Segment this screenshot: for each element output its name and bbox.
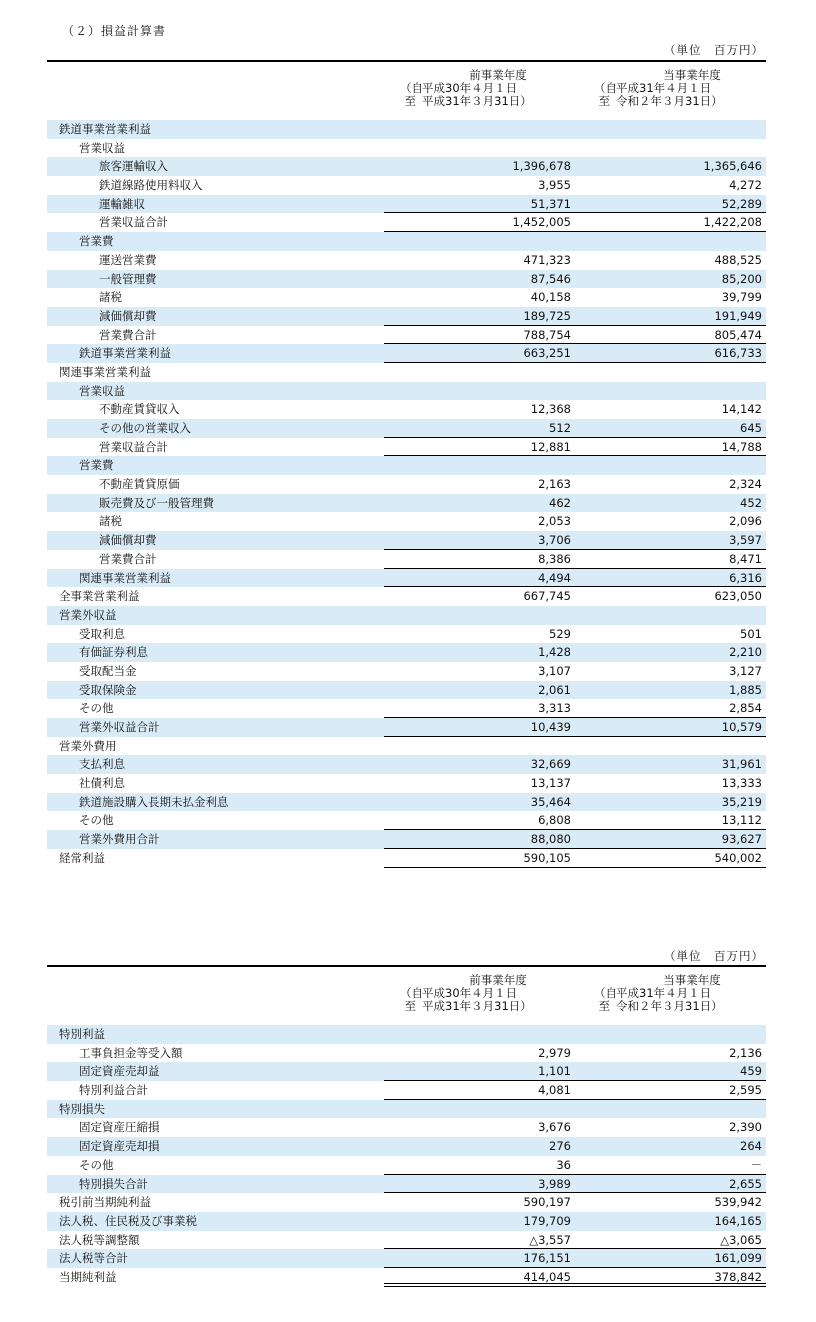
table-row <box>47 232 766 251</box>
curr-year-value: 2,655 <box>729 1176 762 1191</box>
table-row <box>47 382 766 401</box>
table-row <box>47 606 766 625</box>
prev-year-value: 3,313 <box>538 701 571 716</box>
curr-year-value: 2,136 <box>729 1045 762 1060</box>
table-row <box>47 718 766 737</box>
table-row <box>47 139 766 158</box>
table-row <box>47 830 766 849</box>
prev-year-value: 1,428 <box>538 645 571 660</box>
row-label: 特別利益合計 <box>79 1083 148 1098</box>
row-label: 受取利息 <box>79 626 125 641</box>
table-row <box>47 1231 766 1250</box>
row-label: 受取配当金 <box>79 663 137 678</box>
table-row <box>47 625 766 644</box>
prev-year-value: 529 <box>549 626 571 641</box>
prev-year-value: 179,709 <box>523 1213 571 1228</box>
prev-year-value: 6,808 <box>538 813 571 828</box>
table-row <box>47 456 766 475</box>
table-row <box>47 1044 766 1063</box>
unit-label: （単位 百万円） <box>664 43 764 57</box>
row-label: 営業収益合計 <box>99 439 168 454</box>
row-label: 営業外費用合計 <box>79 832 160 847</box>
curr-year-value: 540,002 <box>714 850 762 865</box>
prev-period-title: 前事業年度 <box>469 973 527 987</box>
table-row <box>47 195 766 214</box>
curr-year-value: 14,142 <box>721 402 762 417</box>
curr-year-value: 623,050 <box>714 589 762 604</box>
prev-year-value: 3,676 <box>538 1120 571 1135</box>
row-label: 運送営業費 <box>99 252 157 267</box>
table-row <box>47 251 766 270</box>
table-row <box>47 1175 766 1194</box>
prev-year-value: 36 <box>556 1157 571 1172</box>
curr-year-value: 13,333 <box>721 776 762 791</box>
row-label: 不動産賃貸収入 <box>99 402 180 417</box>
prev-year-value: 51,371 <box>530 196 571 211</box>
prev-to-date: 平成31年３月31日） <box>422 94 532 108</box>
curr-year-value: 2,595 <box>729 1083 762 1098</box>
prev-year-value: 1,452,005 <box>512 215 571 230</box>
prev-year-value: 10,439 <box>530 720 571 734</box>
table-header <box>47 60 766 120</box>
income-statement-table-1 <box>47 60 766 868</box>
table-row <box>47 176 766 195</box>
curr-year-value: 93,627 <box>721 832 762 847</box>
row-label: 税引前当期純利益 <box>59 1195 151 1210</box>
row-label: 法人税等調整額 <box>59 1232 140 1247</box>
curr-year-value: 191,949 <box>714 308 762 323</box>
prev-period-header <box>400 69 570 108</box>
curr-year-value: 264 <box>740 1139 762 1154</box>
curr-year-value: 10,579 <box>721 720 762 734</box>
curr-year-value: 2,096 <box>729 514 762 529</box>
prev-year-value: 32,669 <box>530 757 571 772</box>
prev-year-value: 2,163 <box>538 477 571 492</box>
table-row <box>47 363 766 382</box>
row-label: 一般管理費 <box>99 271 157 286</box>
table-body <box>47 120 766 868</box>
table-row <box>47 1137 766 1156</box>
table-row <box>47 400 766 419</box>
curr-year-value: 164,165 <box>714 1213 762 1228</box>
prev-year-value: 12,368 <box>530 402 571 417</box>
table-row <box>47 326 766 345</box>
table-row <box>47 307 766 326</box>
table-row <box>47 587 766 606</box>
curr-year-value: 2,324 <box>729 477 762 492</box>
curr-year-value: 39,799 <box>721 290 762 305</box>
table-row <box>47 288 766 307</box>
curr-year-value: 488,525 <box>714 252 762 267</box>
to-bracket: 至 <box>598 999 610 1013</box>
curr-from-date: 平成31年４月１日 <box>616 81 712 95</box>
prev-year-value: 2,061 <box>538 682 571 697</box>
row-label: 営業費合計 <box>99 327 157 342</box>
row-label: 工事負担金等受入額 <box>79 1045 183 1060</box>
row-label: その他 <box>79 813 114 828</box>
row-label: 減価償却費 <box>99 308 157 323</box>
row-label: 営業費 <box>79 234 114 249</box>
curr-year-value: 52,289 <box>721 196 762 211</box>
curr-year-value: 3,127 <box>729 663 762 678</box>
prev-year-value: 3,989 <box>538 1176 571 1191</box>
prev-year-value: 2,053 <box>538 514 571 529</box>
prev-year-value: 40,158 <box>530 290 571 305</box>
curr-year-value: 8,471 <box>729 551 762 566</box>
table-row <box>47 643 766 662</box>
row-label: 当期純利益 <box>59 1269 117 1284</box>
row-label: 関連事業営業利益 <box>59 364 151 379</box>
curr-period-title: 当事業年度 <box>663 68 721 82</box>
row-label: 支払利息 <box>79 757 125 772</box>
prev-to-date: 平成31年３月31日） <box>422 999 532 1013</box>
prev-year-value: 462 <box>549 495 571 510</box>
curr-year-value: 616,733 <box>714 346 762 361</box>
curr-year-value: 1,365,646 <box>703 159 762 174</box>
statement-title: （２）損益計算書 <box>62 24 167 38</box>
row-label: 諸税 <box>99 290 122 305</box>
curr-year-value: 2,854 <box>729 701 762 716</box>
table-row <box>47 475 766 494</box>
row-label: 運輸雑収 <box>99 196 145 211</box>
table-row <box>47 438 766 457</box>
table-row <box>47 531 766 550</box>
curr-year-value: 4,272 <box>729 178 762 193</box>
prev-year-value: 35,464 <box>530 794 571 809</box>
to-bracket: 至 <box>404 999 416 1013</box>
prev-period-title: 前事業年度 <box>469 68 527 82</box>
table-row <box>47 1212 766 1231</box>
prev-year-value: 176,151 <box>523 1251 571 1266</box>
curr-to-date: 令和２年３月31日） <box>616 94 723 108</box>
row-label: 固定資産圧縮損 <box>79 1120 160 1135</box>
table-header <box>47 965 766 1025</box>
prev-year-value: 590,105 <box>523 850 571 865</box>
curr-year-value: 35,219 <box>721 794 762 809</box>
row-label: 販売費及び一般管理費 <box>99 495 214 510</box>
row-label: 営業外収益 <box>59 607 117 622</box>
table-row <box>47 849 766 868</box>
row-label: その他 <box>79 1157 114 1172</box>
row-label: 営業外収益合計 <box>79 720 160 734</box>
curr-year-value: 501 <box>740 626 762 641</box>
prev-year-value: 4,494 <box>538 570 571 585</box>
curr-from-date: 平成31年４月１日 <box>616 986 712 1000</box>
table-row <box>47 1025 766 1044</box>
prev-year-value: 1,101 <box>538 1064 571 1079</box>
row-label: 有価証券利息 <box>79 645 148 660</box>
table-body <box>47 1025 766 1287</box>
prev-year-value: 788,754 <box>523 327 571 342</box>
table-row <box>47 1193 766 1212</box>
prev-year-value: 590,197 <box>523 1195 571 1210</box>
table-row <box>47 512 766 531</box>
table-row <box>47 213 766 232</box>
curr-year-value: 2,390 <box>729 1120 762 1135</box>
table-row <box>47 793 766 812</box>
row-label: 経常利益 <box>59 850 105 865</box>
row-label: 社債利息 <box>79 776 125 791</box>
curr-year-value: 645 <box>740 421 762 435</box>
to-bracket: 至 <box>598 94 610 108</box>
curr-period-title: 当事業年度 <box>663 973 721 987</box>
table-row <box>47 494 766 513</box>
row-label: 鉄道事業営業利益 <box>79 346 171 361</box>
curr-year-value: － <box>750 1157 762 1172</box>
table-row <box>47 1118 766 1137</box>
prev-year-value: 1,396,678 <box>512 159 571 174</box>
table-row <box>47 157 766 176</box>
table-row <box>47 1100 766 1119</box>
table-row <box>47 1062 766 1081</box>
prev-year-value: 13,137 <box>530 776 571 791</box>
from-bracket: （自 <box>594 986 617 1000</box>
row-label: 法人税、住民税及び事業税 <box>59 1213 197 1228</box>
curr-year-value: 805,474 <box>714 327 762 342</box>
curr-year-value: △3,065 <box>720 1232 762 1247</box>
prev-year-value: 471,323 <box>523 252 571 267</box>
curr-year-value: 378,842 <box>714 1269 762 1284</box>
row-label: 減価償却費 <box>99 533 157 548</box>
curr-period-header <box>594 69 764 108</box>
curr-year-value: 161,099 <box>714 1251 762 1266</box>
row-label: 特別利益 <box>59 1027 105 1041</box>
table-row <box>47 120 766 139</box>
income-statement-table-2 <box>47 965 766 1287</box>
table-row <box>47 569 766 588</box>
table-row <box>47 1268 766 1287</box>
unit-label-2: （単位 百万円） <box>664 949 764 963</box>
row-label: 鉄道線路使用料収入 <box>99 178 203 193</box>
prev-year-value: 512 <box>549 421 571 435</box>
row-label: 固定資産売却損 <box>79 1139 160 1154</box>
row-label: 全事業営業利益 <box>59 589 140 604</box>
prev-year-value: 663,251 <box>523 346 571 361</box>
prev-from-date: 平成30年４月１日 <box>422 81 518 95</box>
table-row <box>47 681 766 700</box>
row-label: その他 <box>79 701 114 716</box>
row-label: 特別損失合計 <box>79 1176 148 1191</box>
from-bracket: （自 <box>400 986 423 1000</box>
curr-year-value: 459 <box>740 1064 762 1079</box>
row-label: 営業収益 <box>79 140 125 155</box>
curr-year-value: 539,942 <box>714 1195 762 1210</box>
row-label: 受取保険金 <box>79 682 137 697</box>
curr-year-value: 452 <box>740 495 762 510</box>
prev-year-value: 4,081 <box>538 1083 571 1098</box>
prev-year-value: 2,979 <box>538 1045 571 1060</box>
table-row <box>47 662 766 681</box>
row-label: 営業外費用 <box>59 738 117 753</box>
curr-year-value: 6,316 <box>729 570 762 585</box>
prev-year-value: 8,386 <box>538 551 571 566</box>
row-label: 営業費 <box>79 458 114 473</box>
prev-period-header <box>400 974 570 1013</box>
row-label: 営業収益 <box>79 383 125 398</box>
row-label: 固定資産売却益 <box>79 1064 160 1079</box>
prev-year-value: 667,745 <box>523 589 571 604</box>
curr-year-value: 2,210 <box>729 645 762 660</box>
prev-year-value: △3,557 <box>529 1232 571 1247</box>
row-label: 法人税等合計 <box>59 1251 128 1266</box>
table-row <box>47 811 766 830</box>
table-row <box>47 737 766 756</box>
table-row <box>47 699 766 718</box>
curr-year-value: 31,961 <box>721 757 762 772</box>
row-label: 鉄道施設購入長期未払金利息 <box>79 794 229 809</box>
prev-year-value: 12,881 <box>530 439 571 454</box>
row-label: 諸税 <box>99 514 122 529</box>
prev-from-date: 平成30年４月１日 <box>422 986 518 1000</box>
table-row <box>47 1249 766 1268</box>
to-bracket: 至 <box>404 94 416 108</box>
table-row <box>47 419 766 438</box>
prev-year-value: 87,546 <box>530 271 571 286</box>
row-label: 関連事業営業利益 <box>79 570 171 585</box>
curr-year-value: 13,112 <box>721 813 762 828</box>
curr-year-value: 85,200 <box>721 271 762 286</box>
curr-year-value: 1,422,208 <box>703 215 762 230</box>
prev-year-value: 3,706 <box>538 533 571 548</box>
prev-year-value: 189,725 <box>523 308 571 323</box>
from-bracket: （自 <box>594 81 617 95</box>
prev-year-value: 414,045 <box>523 1269 571 1284</box>
curr-period-header <box>594 974 764 1013</box>
row-label: 特別損失 <box>59 1101 105 1116</box>
table-row <box>47 755 766 774</box>
table-row <box>47 550 766 569</box>
from-bracket: （自 <box>400 81 423 95</box>
curr-year-value: 3,597 <box>729 533 762 548</box>
row-label: 旅客運輸収入 <box>99 159 168 174</box>
row-label: 鉄道事業営業利益 <box>59 122 151 136</box>
table-row <box>47 1081 766 1100</box>
table-row <box>47 344 766 363</box>
prev-year-value: 3,955 <box>538 178 571 193</box>
table-row <box>47 270 766 289</box>
row-label: 営業収益合計 <box>99 215 168 230</box>
curr-year-value: 1,885 <box>729 682 762 697</box>
row-label: その他の営業収入 <box>99 421 191 435</box>
curr-year-value: 14,788 <box>721 439 762 454</box>
prev-year-value: 276 <box>549 1139 571 1154</box>
curr-to-date: 令和２年３月31日） <box>616 999 723 1013</box>
row-label: 営業費合計 <box>99 551 157 566</box>
prev-year-value: 3,107 <box>538 663 571 678</box>
row-label: 不動産賃貸原価 <box>99 477 180 492</box>
prev-year-value: 88,080 <box>530 832 571 847</box>
table-row <box>47 1156 766 1175</box>
table-row <box>47 774 766 793</box>
